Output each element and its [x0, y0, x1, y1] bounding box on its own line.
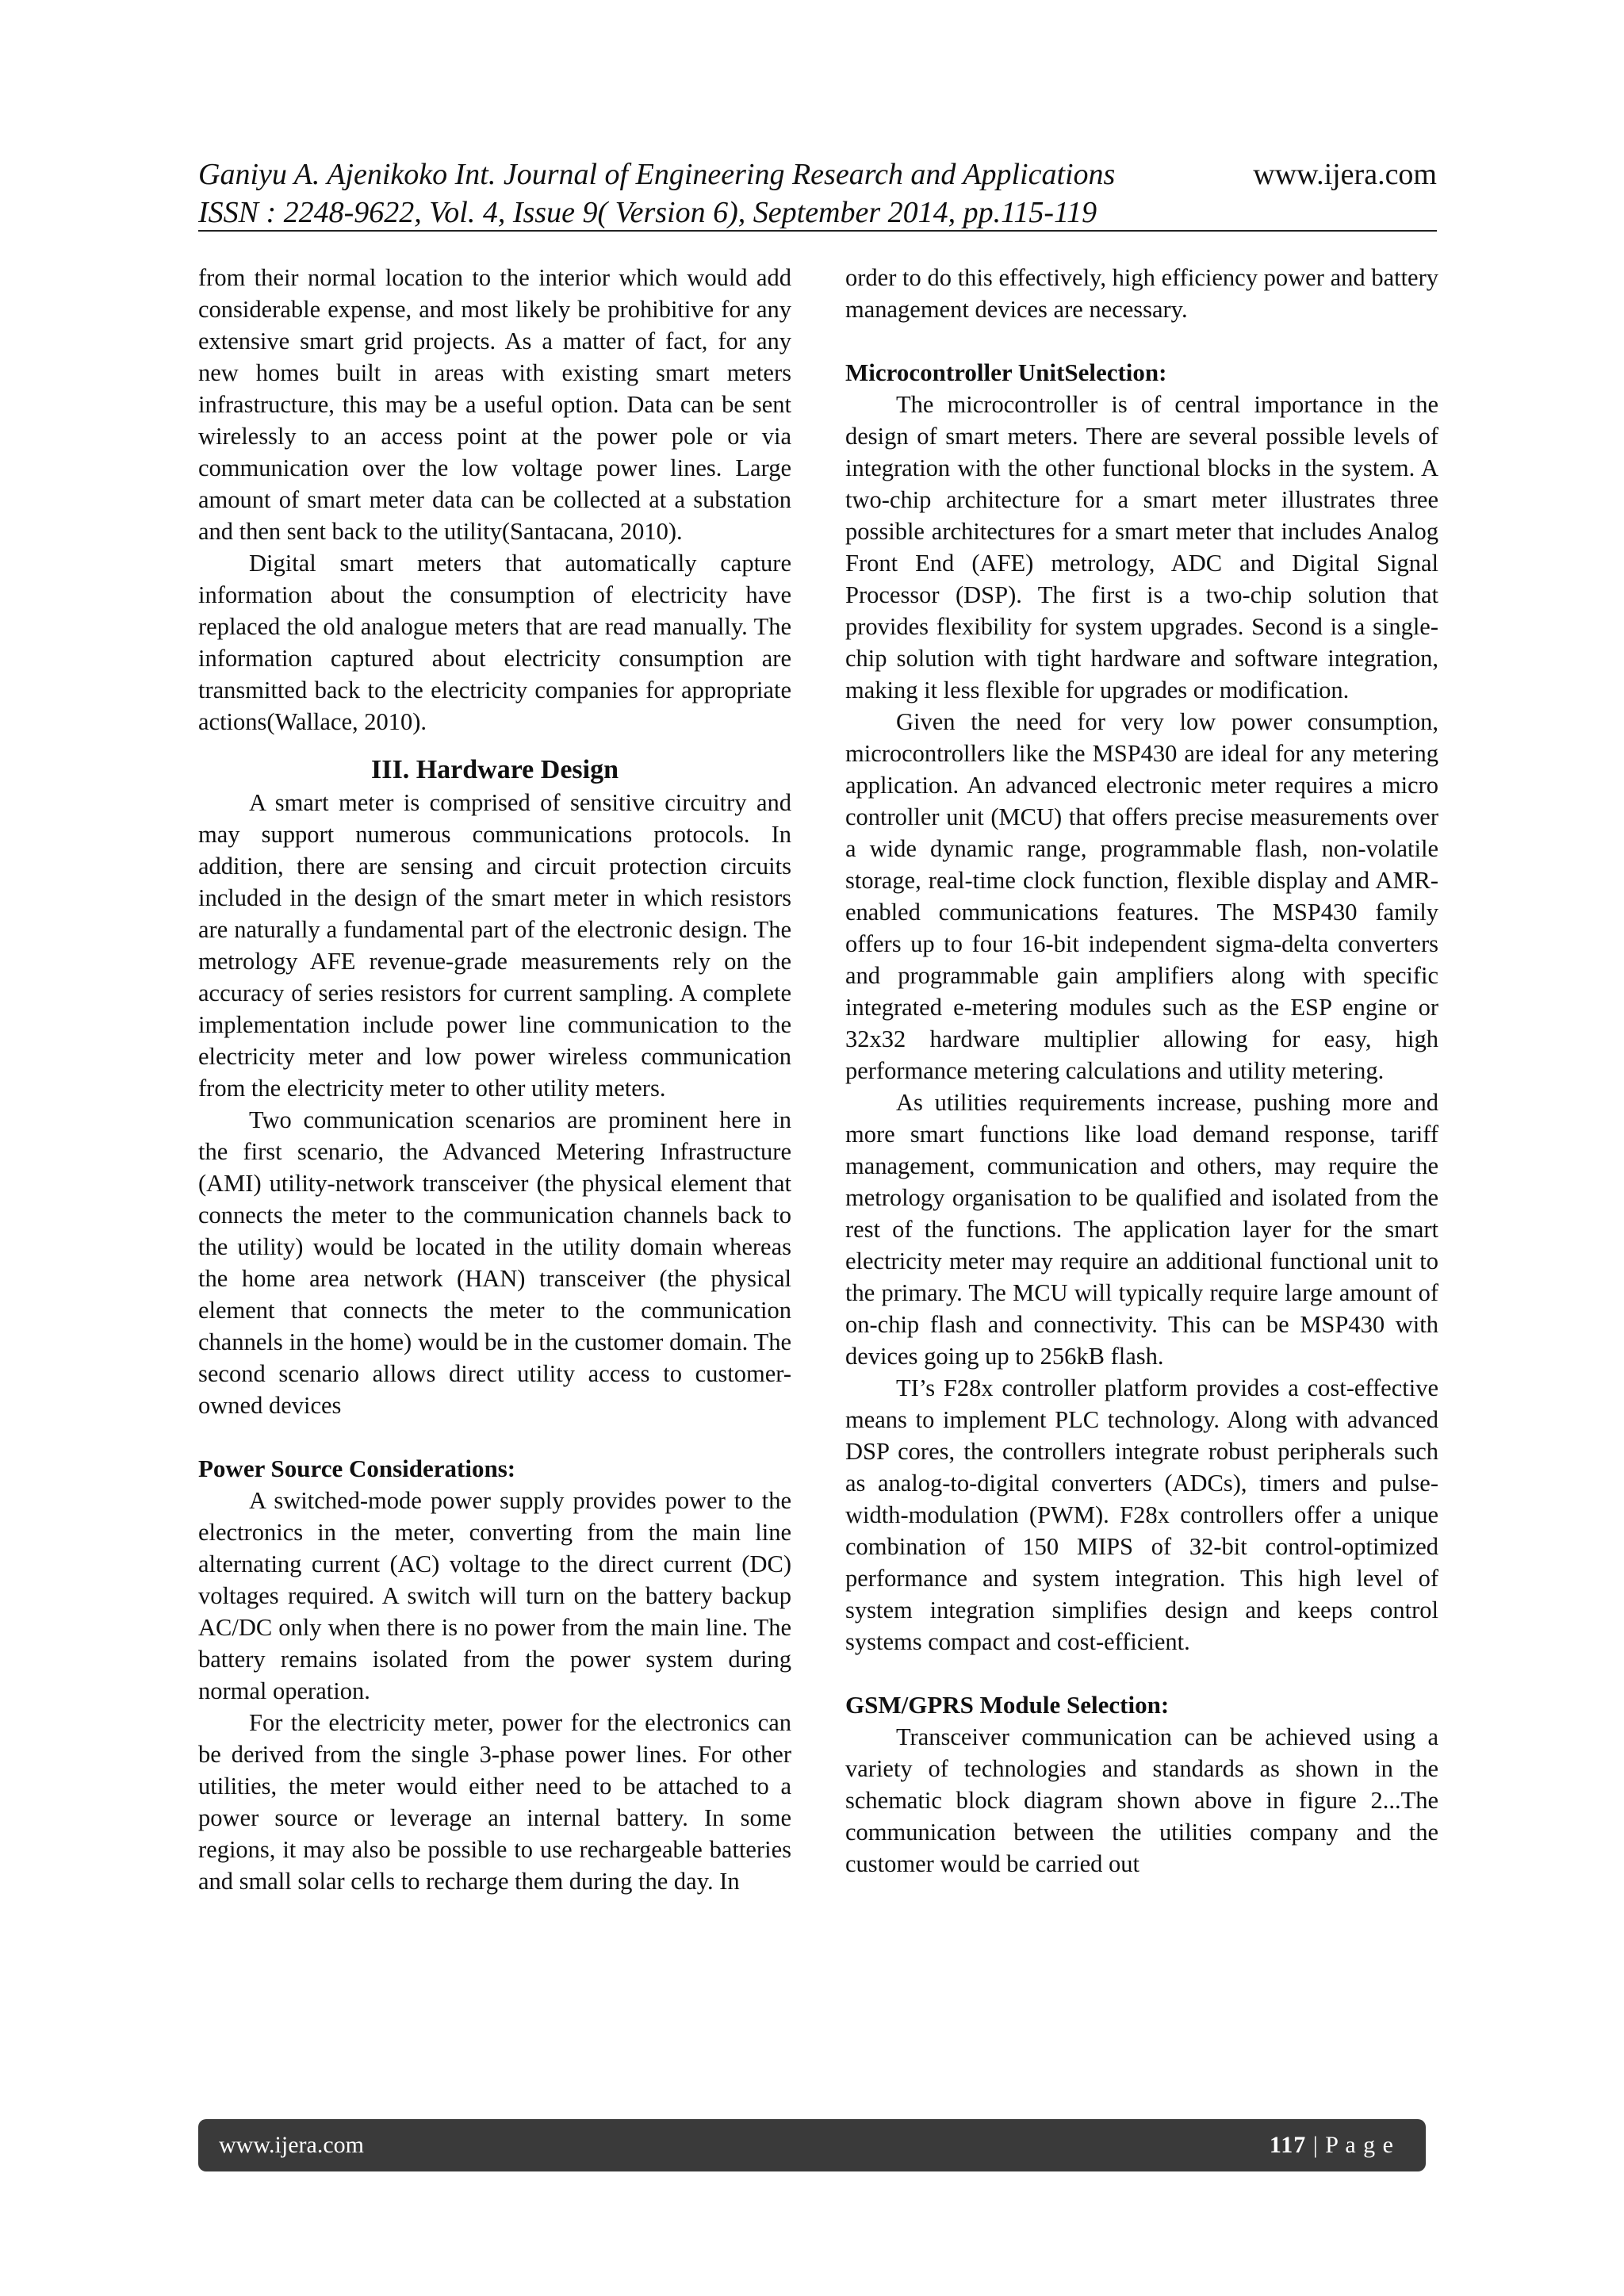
header-website-link[interactable]: www.ijera.com — [1253, 158, 1437, 191]
subheading-power-source: Power Source Considerations: — [198, 1455, 516, 1482]
paragraph: As utilities requirements increase, pushing more and more smart functions like load demand response, tariff management, communication and others, may require the metrology organisation to be qualified and isolated from the rest of the functions. The application layer for the smart electricity meter may require an additional functional unit to the primary. The MCU will typically require large amount of on-chip flash and connectivity. This can be MSP430 with devices going up to 256kB flash. — [845, 1089, 1438, 1370]
footer-bar — [198, 2119, 1426, 2171]
footer-website-link[interactable]: www.ijera.com — [219, 2132, 364, 2158]
paragraph: A smart meter is comprised of sensitive circuitry and may support numerous communications protocols. In addition, there are sensing and circuit protection circuits included in the design of the smart meter in which resistors are naturally a fundamental part of the electronic design. The metrology AFE revenue-grade measurements rely on the accuracy of series resistors for current sampling. A complete implementation include power line communication to the electricity meter and low power wireless communication from the electricity meter to other utility meters. — [198, 789, 791, 1102]
paragraph: Digital smart meters that automatically capture information about the consumption of electricity have replaced the old analogue meters that are read manually. The information captured about electricity consumption are transmitted back to the electricity companies for appropriate actions(Wallace, 2010). — [198, 550, 791, 735]
subheading-microcontroller: Microcontroller UnitSelection: — [845, 358, 1167, 386]
header-citation: Ganiyu A. Ajenikoko Int. Journal of Engineering Research and Applications — [198, 158, 1116, 191]
paragraph: Transceiver communication can be achieved using a variety of technologies and standards as shown in the schematic block diagram shown above in figure 2...The communication between the utilities company and the customer would be carried out — [845, 1723, 1438, 1877]
header-divider — [198, 230, 1437, 232]
section-heading-hardware-design: III. Hardware Design — [371, 755, 619, 784]
paragraph: For the electricity meter, power for the electronics can be derived from the single 3-phase power lines. For other utilities, the meter would either need to be attached to a power source or leverage an internal battery. In some regions, it may also be possible to use rechargeable batteries and small solar cells to recharge them during the day. In — [198, 1709, 791, 1895]
header-issn: ISSN : 2248-9622, Vol. 4, Issue 9( Version 6), September 2014, pp.115-119 — [198, 196, 1097, 229]
paragraph: TI’s F28x controller platform provides a cost-effective means to implement PLC technology. Along with advanced DSP cores, the controllers integrate robust peripherals such as analog-to-digital converters (ADCs), timers and pulse-width-modulation (PWM). F28x controllers offer a unique combination of 150 MIPS of 32-bit control-optimized performance and system integration. This high level of system integration simplifies design and keeps control systems compact and cost-efficient. — [845, 1374, 1438, 1655]
paragraph: A switched-mode power supply provides power to the electronics in the meter, converting from the main line alternating current (AC) voltage to the direct current (DC) voltages required. A switch will turn on the battery backup AC/DC only when there is no power from the main line. The battery remains isolated from the power system during normal operation. — [198, 1487, 791, 1704]
right-column — [845, 262, 1438, 1880]
page-number-value: 117 — [1269, 2132, 1307, 2158]
page-number — [1270, 2119, 1394, 2171]
left-column — [198, 262, 791, 1897]
paragraph: The microcontroller is of central importance in the design of smart meters. There are several possible levels of integration with the other functional blocks in the system. A two-chip architecture for a smart meter illustrates three possible architectures for a smart meter that includes Analog Front End (AFE) metrology, ADC and Digital Signal Processor (DSP). The first is a two-chip solution that provides flexibility for system upgrades. Second is a single-chip solution with tight hardware and software integration, making it less flexible for upgrades or modification. — [845, 391, 1438, 703]
running-header — [198, 155, 1437, 232]
paragraph: order to do this effectively, high efficiency power and battery management devices are necessary. — [845, 264, 1438, 323]
page-label: | P a g e — [1306, 2132, 1394, 2158]
paragraph: Given the need for very low power consumption, microcontrollers like the MSP430 are ideal for any metering application. An advanced electronic meter requires a micro controller unit (MCU) that offers precise measurements over a wide dynamic range, programmable flash, non-volatile storage, real-time clock function, flexible display and AMR-enabled communications features. The MSP430 family offers up to four 16-bit independent sigma-delta converters and programmable gain amplifiers along with specific integrated e-metering modules such as the ESP engine or 32x32 hardware multiplier allowing for easy, high performance metering calculations and utility metering. — [845, 708, 1438, 1084]
paragraph: Two communication scenarios are prominent here in the first scenario, the Advanced Metering Infrastructure (AMI) utility-network transceiver (the physical element that connects the meter to the communication channels back to the utility) would be located in the utility domain whereas the home area network (HAN) transceiver (the physical element that connects the meter to the communication channels in the home) would be in the customer domain. The second scenario allows direct utility access to customer-owned devices — [198, 1106, 791, 1419]
subheading-gsm-gprs: GSM/GPRS Module Selection: — [845, 1691, 1170, 1719]
paragraph: from their normal location to the interior which would add considerable expense, and most likely be prohibitive for any extensive smart grid projects. As a matter of fact, for any new homes built in areas with existing smart meters infrastructure, this may be a useful option. Data can be sent wirelessly to an access point at the power pole or via communication over the low voltage power lines. Large amount of smart meter data can be collected at a substation and then sent back to the utility(Santacana, 2010). — [198, 264, 791, 545]
